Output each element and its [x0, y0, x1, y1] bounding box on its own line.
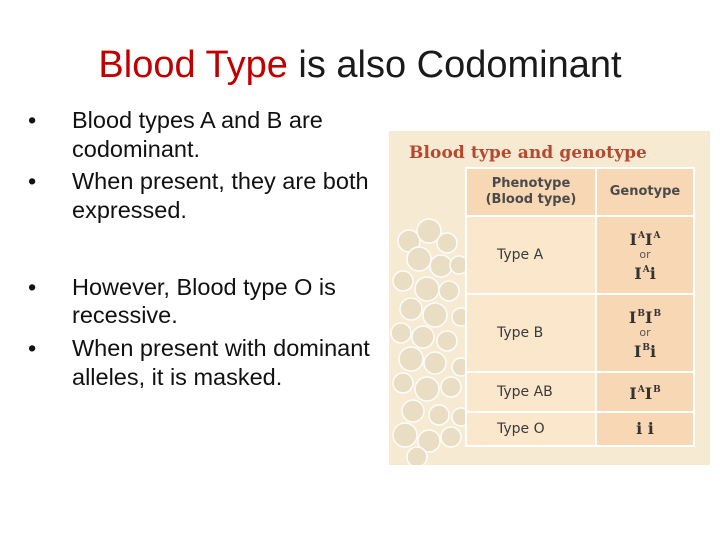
phenotype-cell: Type O: [466, 412, 596, 446]
figure-title: Blood type and genotype: [409, 143, 647, 163]
bullet-text: When present, they are both expressed.: [72, 168, 369, 223]
header-phenotype-line2: (Blood type): [485, 192, 577, 207]
bullet-text: When present with dominant alleles, it is masked.: [72, 334, 370, 390]
genotype-table: [465, 167, 695, 447]
header-phenotype: [466, 168, 596, 216]
bullet-text: Blood types A and B are codominant.: [72, 107, 323, 162]
genotype-cell: [596, 372, 694, 412]
table-header-row: [466, 168, 694, 216]
bullet-dot: •: [28, 168, 37, 195]
bullet-dot: •: [28, 334, 37, 361]
table-row: [466, 216, 694, 294]
table-row: [466, 412, 694, 446]
bullet-list: [26, 106, 386, 395]
genotype-value: $I^AI^A$: [629, 230, 661, 249]
genotype-value: $I^BI^B$: [628, 308, 662, 327]
genotype-value: $I^Bi$: [633, 342, 657, 361]
bullet-item: [26, 273, 386, 330]
blood-type-genotype-figure: [389, 131, 710, 465]
genotype-cell: [596, 294, 694, 372]
or-label: or: [639, 326, 651, 339]
genotype-value: $I^AI^B$: [629, 384, 661, 403]
table-row: [466, 372, 694, 412]
or-label: or: [639, 248, 651, 261]
slide-title-highlight: Blood Type: [98, 44, 288, 86]
slide-title: [0, 44, 720, 87]
genotype-value: $I^Ai$: [634, 264, 656, 283]
bullet-dot: •: [28, 107, 37, 133]
slide-title-rest: is also Codominant: [287, 44, 622, 86]
genotype-cell: [596, 216, 694, 294]
header-phenotype-line1: Phenotype: [491, 176, 571, 192]
table-row: [466, 294, 694, 372]
phenotype-cell: Type A: [466, 216, 596, 294]
bullet-item: [26, 167, 386, 224]
header-genotype: Genotype: [596, 168, 694, 216]
bullet-item: [26, 106, 386, 163]
genotype-value: i i: [636, 419, 654, 438]
bullet-dot: •: [28, 273, 37, 300]
genotype-cell: [596, 412, 694, 446]
phenotype-cell: Type B: [466, 294, 596, 372]
phenotype-cell: Type AB: [466, 372, 596, 412]
bullet-item: [26, 334, 386, 391]
bullet-text: However, Blood type O is recessive.: [72, 273, 336, 329]
